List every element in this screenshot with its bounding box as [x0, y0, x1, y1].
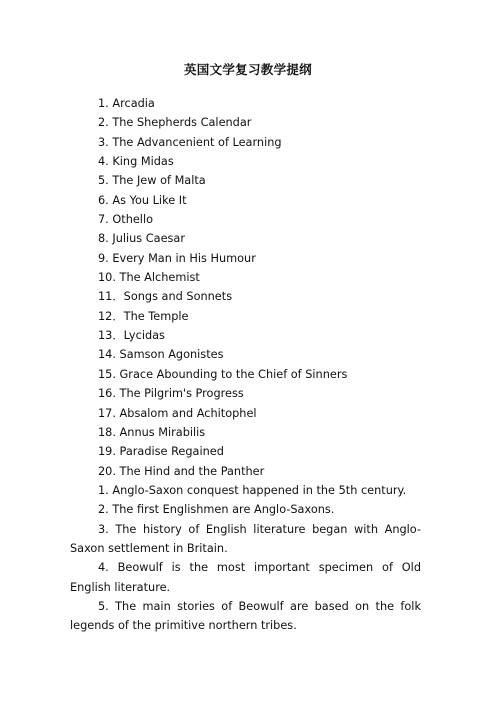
list-item: 11．Songs and Sonnets [98, 290, 233, 304]
list-item: 1. Arcadia [98, 97, 155, 110]
list-item: 4. King Midas [98, 155, 174, 169]
list-item: 14. Samson Agonistes [98, 348, 224, 362]
list-item: 12．The Temple [98, 309, 189, 323]
statements-section [70, 481, 421, 636]
list-item: 5. The Jew of Malta [98, 174, 206, 188]
list-item: 15. Grace Abounding to the Chief of Sinners [98, 367, 348, 381]
list-item: 3. The Advancenient of Learning [98, 135, 282, 149]
list-item: 6. As You Like It [98, 193, 187, 207]
list-item: 8. Julius Caesar [98, 232, 185, 246]
document-title: 英国文学复习教学提纲 [183, 62, 312, 77]
list-item: 18. Annus Mirabilis [98, 425, 206, 439]
works-list [98, 94, 347, 481]
statement-paragraph: 5. The main stories of Beowulf are based on the folk legends of the primitive northern tribes. [70, 600, 421, 633]
list-item: 7. Othello [98, 213, 153, 227]
statement-paragraph: 2. The first Englishmen are Anglo-Saxons. [98, 503, 335, 517]
list-item: 2. The Shepherds Calendar [98, 116, 252, 130]
statement-paragraph: 4. Beowulf is the most important specimen of Old English literature. [70, 561, 421, 594]
list-item: 19. Paradise Regained [98, 445, 224, 459]
list-item: 20. The Hind and the Panther [98, 464, 265, 478]
list-item: 16. The Pilgrim's Progress [98, 387, 244, 401]
list-item: 9. Every Man in His Humour [98, 251, 256, 265]
statement-paragraph: 1. Anglo-Saxon conquest happened in the 5th century. [98, 484, 407, 497]
list-item: 10. The Alchemist [98, 271, 200, 285]
list-item: 13．Lycidas [98, 329, 165, 343]
list-item: 17. Absalom and Achitophel [98, 406, 257, 420]
statement-paragraph: 3. The history of English literature began with Anglo-Saxon settlement in Britain. [70, 522, 421, 556]
